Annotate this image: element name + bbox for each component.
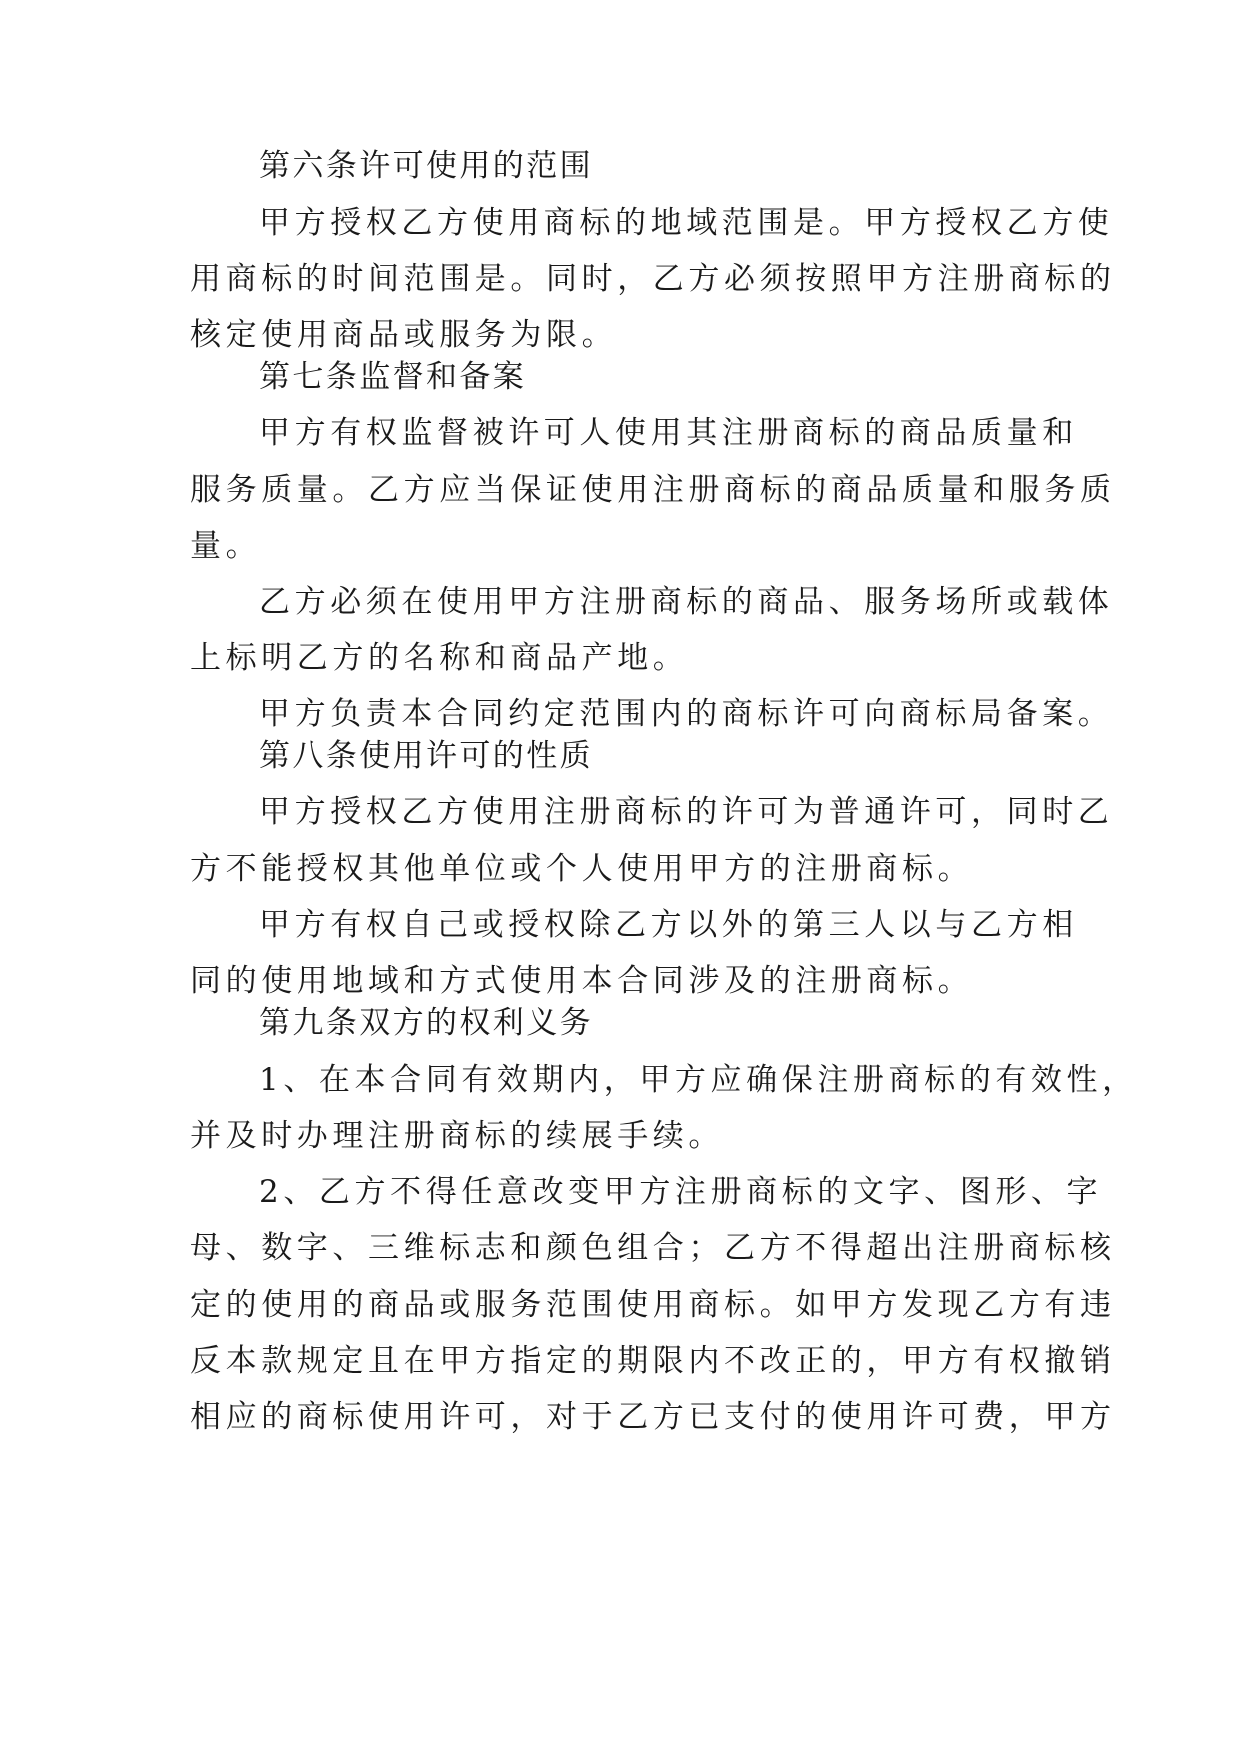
paragraph-line: 定的使用的商品或服务范围使用商标。如甲方发现乙方有违 bbox=[190, 1287, 1116, 1323]
article-7-heading: 第七条监督和备案 bbox=[259, 359, 527, 395]
paragraph-line: 甲方有权自己或授权除乙方以外的第三人以与乙方相 bbox=[259, 907, 1078, 943]
paragraph-line: 相应的商标使用许可，对于乙方已支付的使用许可费，甲方 bbox=[190, 1399, 1116, 1435]
paragraph-line: 反本款规定且在甲方指定的期限内不改正的，甲方有权撤销 bbox=[190, 1343, 1116, 1379]
article-8-heading: 第八条使用许可的性质 bbox=[259, 738, 593, 774]
article-6-heading: 第六条许可使用的范围 bbox=[259, 148, 593, 184]
paragraph-line: 同的使用地域和方式使用本合同涉及的注册商标。 bbox=[190, 963, 974, 999]
paragraph-line: 核定使用商品或服务为限。 bbox=[190, 317, 618, 353]
paragraph-line: 乙方必须在使用甲方注册商标的商品、服务场所或载体 bbox=[259, 584, 1114, 620]
paragraph-line: 上标明乙方的名称和商品产地。 bbox=[190, 640, 689, 676]
paragraph-line: 甲方授权乙方使用商标的地域范围是。甲方授权乙方使 bbox=[259, 205, 1114, 241]
paragraph-line: 母、数字、三维标志和颜色组合；乙方不得超出注册商标核 bbox=[190, 1230, 1116, 1266]
paragraph-line: 并及时办理注册商标的续展手续。 bbox=[190, 1118, 724, 1154]
paragraph-line: 甲方有权监督被许可人使用其注册商标的商品质量和 bbox=[259, 415, 1078, 451]
paragraph-line: 量。 bbox=[190, 528, 262, 564]
paragraph-line: 甲方负责本合同约定范围内的商标许可向商标局备案。 bbox=[259, 696, 1114, 732]
paragraph-line: 方不能授权其他单位或个人使用甲方的注册商标。 bbox=[190, 851, 974, 887]
paragraph-line: 用商标的时间范围是。同时，乙方必须按照甲方注册商标的 bbox=[190, 261, 1116, 297]
paragraph-line: 1、在本合同有效期内，甲方应确保注册商标的有效性， bbox=[259, 1062, 1138, 1098]
paragraph-line: 2、乙方不得任意改变甲方注册商标的文字、图形、字 bbox=[259, 1174, 1103, 1210]
article-9-heading: 第九条双方的权利义务 bbox=[259, 1005, 593, 1041]
paragraph-line: 甲方授权乙方使用注册商标的许可为普通许可，同时乙 bbox=[259, 794, 1114, 830]
paragraph-line: 服务质量。乙方应当保证使用注册商标的商品质量和服务质 bbox=[190, 472, 1116, 508]
